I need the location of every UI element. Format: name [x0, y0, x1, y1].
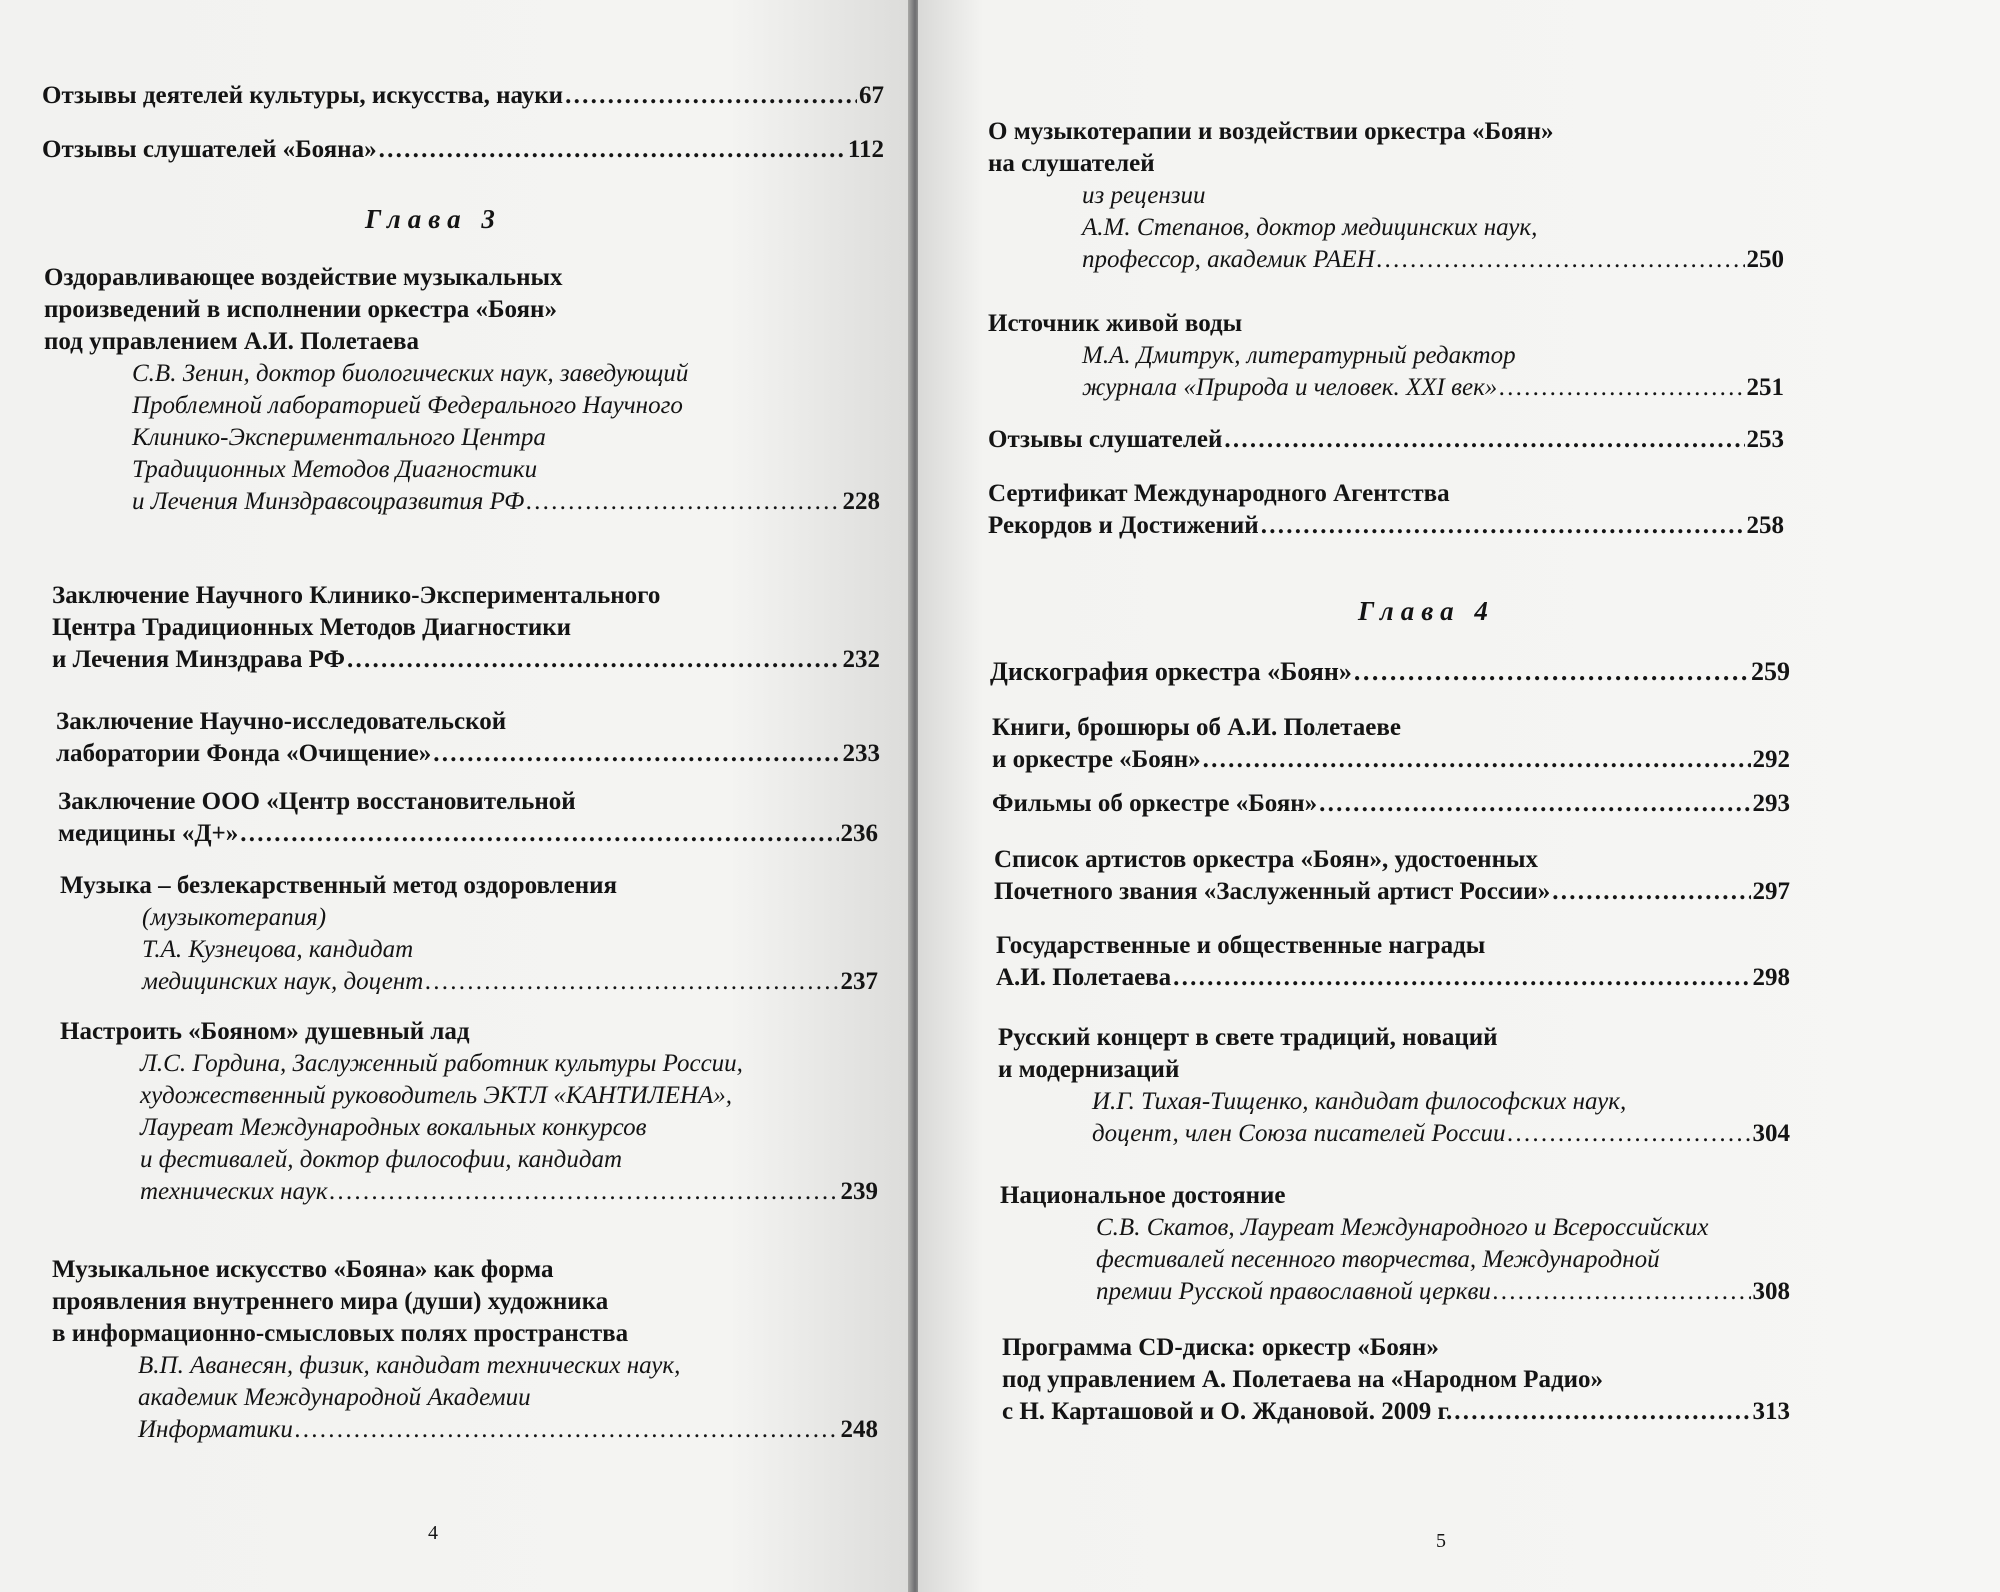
- dot-leader: [1173, 962, 1750, 994]
- toc-entry[interactable]: [988, 478, 1784, 542]
- toc-entry[interactable]: [988, 424, 1784, 456]
- page-number: 304: [1752, 1120, 1790, 1147]
- toc-entry-title: на слушателей: [988, 150, 1155, 177]
- left-page: [0, 0, 910, 1592]
- toc-entry-title: Заключение Научно-исследовательской: [56, 708, 507, 735]
- page-number: 292: [1752, 746, 1790, 773]
- toc-entry-author: Т.А. Кузнецова, кандидат: [142, 936, 414, 963]
- toc-entry-title: Источник живой воды: [988, 310, 1243, 337]
- toc-entry[interactable]: [52, 1254, 878, 1446]
- page-number: 233: [842, 740, 880, 767]
- toc-entry-title: Книги, брошюры об А.И. Полетаеве: [992, 714, 1401, 741]
- toc-entry-author: М.А. Дмитрук, литературный редактор: [1082, 342, 1516, 369]
- toc-entry-title: под управлением А.И. Полетаева: [44, 328, 420, 355]
- dot-leader: [240, 818, 838, 850]
- toc-entry-title: Настроить «Бояном» душевный лад: [60, 1018, 470, 1045]
- toc-entry-author: Традиционных Методов Диагностики: [132, 456, 538, 483]
- toc-entry-author: Клинико-Экспериментального Центра: [132, 424, 546, 451]
- page-folio: 4: [428, 1522, 438, 1544]
- toc-entry-author: С.В. Скатов, Лауреат Международного и Всероссийских: [1096, 1214, 1709, 1241]
- page-number: 251: [1746, 374, 1784, 401]
- toc-entry[interactable]: [1002, 1332, 1790, 1428]
- dot-leader: [1454, 1396, 1750, 1428]
- toc-entry-title: Рекордов и Достижений: [988, 512, 1259, 539]
- toc-entry-title: Государственные и общественные награды: [996, 932, 1486, 959]
- toc-entry[interactable]: [996, 930, 1790, 994]
- toc-entry[interactable]: [990, 656, 1790, 688]
- toc-entry-author: И.Г. Тихая-Тищенко, кандидат философских наук,: [1092, 1088, 1627, 1115]
- toc-entry[interactable]: [1000, 1180, 1790, 1308]
- toc-entry-title: Центра Традиционных Методов Диагностики: [52, 614, 572, 641]
- toc-entry-title: А.И. Полетаева: [996, 964, 1172, 991]
- toc-entry-title: Музыкальное искусство «Бояна» как форма: [52, 1256, 554, 1283]
- toc-entry-author: Л.С. Гордина, Заслуженный работник культуры России,: [140, 1050, 743, 1077]
- toc-entry-author: Лауреат Международных вокальных конкурсов: [140, 1114, 647, 1141]
- page-number: 239: [840, 1178, 878, 1205]
- toc-entry-title: с Н. Карташовой и О. Ждановой. 2009 г.: [1002, 1398, 1453, 1425]
- dot-leader: [1377, 244, 1745, 276]
- page-number: 297: [1752, 878, 1790, 905]
- toc-entry[interactable]: [988, 116, 1784, 276]
- toc-entry[interactable]: [52, 580, 880, 676]
- toc-entry[interactable]: [42, 80, 884, 112]
- dot-leader: [379, 134, 846, 166]
- toc-entry-title: Оздоравливающее воздействие музыкальных: [44, 264, 563, 291]
- toc-entry-title: О музыкотерапии и воздействии оркестра «Боян»: [988, 118, 1554, 145]
- toc-entry-author: А.М. Степанов, доктор медицинских наук,: [1082, 214, 1538, 241]
- right-page: [918, 0, 2000, 1592]
- chapter-heading: Глава 3: [365, 204, 502, 234]
- toc-entry-title: Программа CD-диска: оркестр «Боян»: [1002, 1334, 1439, 1361]
- page-number: 313: [1752, 1398, 1790, 1425]
- toc-entry[interactable]: [60, 870, 878, 998]
- page-number: 248: [840, 1416, 878, 1443]
- toc-entry-title: и Лечения Минздрава РФ: [52, 646, 345, 673]
- toc-entry[interactable]: [56, 706, 880, 770]
- toc-entry[interactable]: [994, 844, 1790, 908]
- toc-entry-title: и оркестре «Боян»: [992, 746, 1201, 773]
- toc-entry-author: фестивалей песенного творчества, Международной: [1096, 1246, 1660, 1273]
- toc-entry-author: и Лечения Минздравсоцразвития РФ: [132, 488, 525, 515]
- dot-leader: [565, 80, 857, 112]
- dot-leader: [1319, 788, 1750, 820]
- page-number: 308: [1752, 1278, 1790, 1305]
- dot-leader: [1203, 744, 1751, 776]
- toc-entry-author: профессор, академик РАЕН: [1082, 246, 1375, 273]
- page-number: 258: [1746, 512, 1784, 539]
- toc-entry-title: Отзывы слушателей: [988, 426, 1223, 453]
- dot-leader: [1499, 372, 1744, 404]
- toc-entry-title: Русский концерт в свете традиций, новаций: [998, 1024, 1498, 1051]
- toc-entry-title: медицины «Д+»: [58, 820, 239, 847]
- toc-entry-title: Музыка – безлекарственный метод оздоровления: [60, 872, 618, 899]
- toc-entry-author: С.В. Зенин, доктор биологических наук, заведующий: [132, 360, 689, 387]
- dot-leader: [1224, 424, 1744, 456]
- page-number: 293: [1752, 790, 1790, 817]
- toc-entry-title: Дискография оркестра «Боян»: [990, 657, 1352, 686]
- toc-entry[interactable]: [60, 1016, 878, 1208]
- toc-entry-author: медицинских наук, доцент: [142, 968, 424, 995]
- toc-entry-title: в информационно-смысловых полях пространства: [52, 1320, 629, 1347]
- dot-leader: [295, 1414, 839, 1446]
- chapter-heading: Глава 4: [1358, 596, 1495, 626]
- toc-entry-title: Сертификат Международного Агентства: [988, 480, 1450, 507]
- toc-entry-title: лаборатории Фонда «Очищение»: [56, 740, 432, 767]
- toc-entry-title: и модернизаций: [998, 1056, 1180, 1083]
- toc-entry[interactable]: [42, 134, 884, 166]
- toc-entry[interactable]: [992, 712, 1790, 776]
- dot-leader: [330, 1176, 839, 1208]
- page-number: 228: [842, 488, 880, 515]
- toc-entry[interactable]: [58, 786, 878, 850]
- toc-entry-title: Национальное достояние: [1000, 1182, 1286, 1209]
- dot-leader: [1493, 1276, 1751, 1308]
- page-number: 237: [840, 968, 878, 995]
- toc-entry-title: под управлением А. Полетаева на «Народном Радио»: [1002, 1366, 1604, 1393]
- dot-leader: [1261, 510, 1745, 542]
- page-number: 250: [1746, 246, 1784, 273]
- toc-entry-author: и фестивалей, доктор философии, кандидат: [140, 1146, 623, 1173]
- toc-entry-title: Заключение Научного Клинико-Экспериментального: [52, 582, 661, 609]
- dot-leader: [347, 644, 841, 676]
- dot-leader: [526, 486, 840, 518]
- toc-entry-title: проявления внутреннего мира (души) художника: [52, 1288, 609, 1315]
- page-number: 232: [842, 646, 880, 673]
- page-number: 253: [1746, 426, 1784, 453]
- toc-entry-author: премии Русской православной церкви: [1096, 1278, 1491, 1305]
- toc-entry-title: Почетного звания «Заслуженный артист России»: [994, 878, 1551, 905]
- page-number: 112: [847, 136, 884, 163]
- toc-entry-author: художественный руководитель ЭКТЛ «КАНТИЛЕНА»,: [140, 1082, 733, 1109]
- dot-leader: [433, 738, 840, 770]
- toc-entry-author: академик Международной Академии: [138, 1384, 531, 1411]
- toc-entry-title: Фильмы об оркестре «Боян»: [992, 790, 1318, 817]
- toc-entry[interactable]: [988, 308, 1784, 404]
- toc-entry-author: доцент, член Союза писателей России: [1092, 1120, 1506, 1147]
- page-number: 236: [840, 820, 878, 847]
- toc-entry[interactable]: [998, 1022, 1790, 1150]
- toc-entry-author: В.П. Аванесян, физик, кандидат технических наук,: [138, 1352, 681, 1379]
- toc-entry[interactable]: [992, 788, 1790, 820]
- toc-entry-author: Проблемной лабораторией Федерального Научного: [132, 392, 683, 419]
- dot-leader: [1354, 656, 1749, 688]
- dot-leader: [1508, 1118, 1751, 1150]
- toc-entry-author: журнала «Природа и человек. XXI век»: [1082, 374, 1498, 401]
- toc-entry-title: Список артистов оркестра «Боян», удостоенных: [994, 846, 1538, 873]
- page-number: 298: [1752, 964, 1790, 991]
- toc-entry[interactable]: [44, 262, 880, 518]
- dot-leader: [425, 966, 838, 998]
- page-number: 259: [1751, 657, 1790, 686]
- toc-entry-author: (музыкотерапия): [142, 904, 327, 931]
- page-number: 67: [859, 82, 884, 109]
- toc-entry-author: Информатики: [138, 1416, 293, 1443]
- toc-entry-title: произведений в исполнении оркестра «Боян»: [44, 296, 557, 323]
- toc-entry-author: технических наук: [140, 1178, 328, 1205]
- toc-entry-title: Отзывы слушателей «Бояна»: [42, 136, 377, 163]
- toc-entry-title: Заключение ООО «Центр восстановительной: [58, 788, 576, 815]
- toc-entry-title: Отзывы деятелей культуры, искусства, науки: [42, 82, 564, 109]
- dot-leader: [1552, 876, 1750, 908]
- toc-entry-author: из рецензии: [1082, 182, 1206, 209]
- page-folio: 5: [1436, 1530, 1446, 1552]
